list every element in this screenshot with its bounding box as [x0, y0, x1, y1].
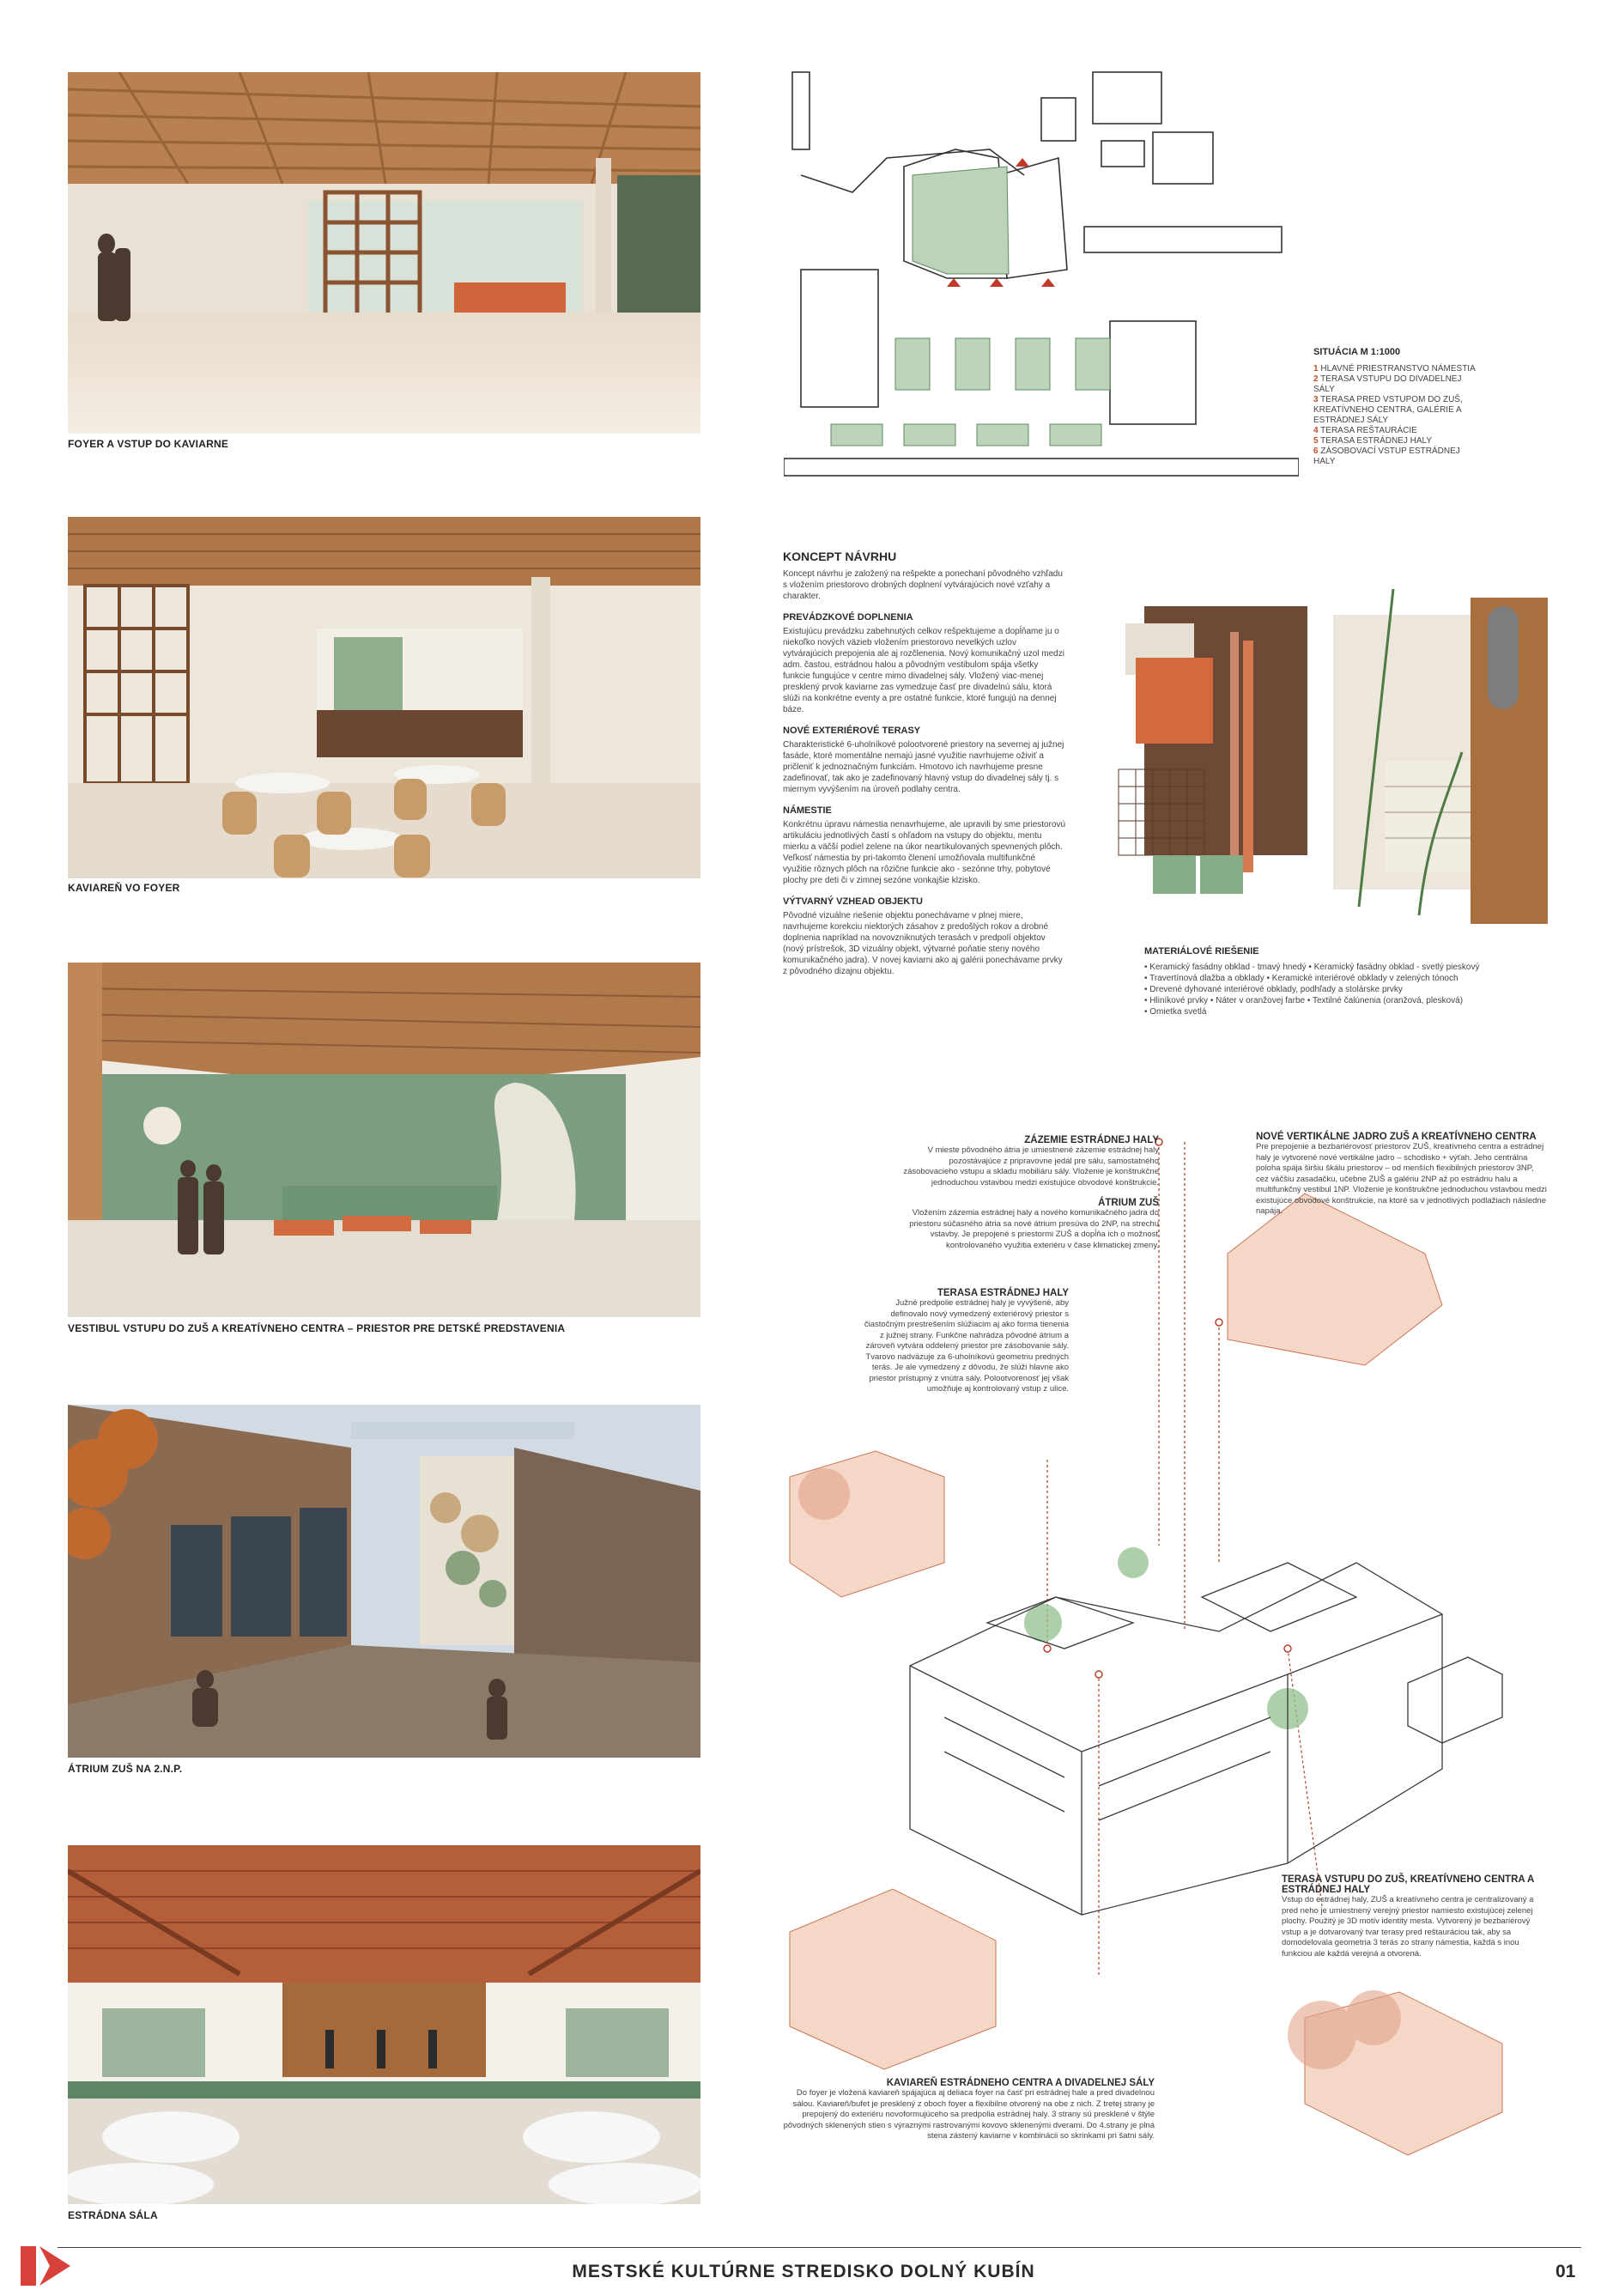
concept-intro: Koncept návrhu je založený na rešpekte a ponechaní pôvodného vzhľadu s vložením priestorovo drobných doplnení vytvárajúcich nové vzťahy a charakter. — [783, 569, 1063, 601]
legend-item: 5 TERASA ESTRÁDNEJ HALY — [1313, 436, 1433, 446]
legend-item: 4 TERASA REŠTAURÁCIE — [1313, 426, 1417, 435]
concept-section-title: VÝTVARNÝ VZHEAD OBJEKTU — [783, 896, 923, 907]
callout-atrium: ÁTRIUM ZUŠ Vložením zázemia estrádnej haly a nového komunikačného jadra do priestoru súčasného átria sa nové átrium presúva do 2NP, na strechu vstavby. Je prepojené s priestormi ZUŠ a dopĺňa ich o možnosť kontrolovaného využitia exteriéru v čase klimatickej zmeny. — [909, 1198, 1159, 1250]
axonometric-diagram — [773, 1116, 1545, 2198]
callout-zazemie: ZÁZEMIE ESTRÁDNEJ HALY V mieste pôvodného átria je umiestnené zázemie estrádnej haly pozostávajúce z pripravovne jedál pre sálu, samostatného zásobovacieho vstupu a skladu mobiliáru sály. Vloženie je konštrukčne jednoduchou vstavbou medzi existujúce obvodové konštrukcie. — [903, 1135, 1159, 1187]
concept-section-text: Charakteristické 6-uholníkové polootvorené priestory na severnej aj južnej fasáde, ktoré momentálne nemajú jasné využitie navrhujeme oživiť a pričleniť k jednoznačným funkciám. Hmotovo ich navrhujeme presne zadefinovať, tak ako je zadefinovaný hlavný vstup do divadelnej sály tj. s miernym vyvýšením na úroveň podlahy centra. — [783, 740, 1064, 794]
material-moodboard — [1101, 580, 1548, 932]
caption-foyer: FOYER A VSTUP DO KAVIARNE — [68, 438, 229, 450]
concept-section-title: NOVÉ EXTERIÉROVÉ TERASY — [783, 726, 921, 736]
concept-section-title: NÁMESTIE — [783, 805, 832, 816]
situation-plan — [784, 64, 1299, 484]
concept-section — [783, 550, 1066, 977]
page-number: 01 — [1555, 2262, 1576, 2281]
render-cafe — [68, 517, 700, 878]
concept-section-text: Konkrétnu úpravu námestia nenavrhujeme, ale upravili by sme priestorovú artikuláciu jednotlivých častí s ohľadom na vstupy do objektu, mentu mierku a väčší podiel zelene na úkor neartikulovaných spevnených plôch. Veľkosť námestia by pri-takomto členení umožňovala multifunkčné využitie rôznych plôch na rôzične funkcie ako - sezónne trhy, pobytové plochy pre deti či v zimnej sezóne vonkajšie klzisko. — [783, 820, 1066, 885]
render-vestibule — [68, 963, 700, 1317]
concept-section-text: Pôvodné vizuálne riešenie objektu ponechávame v plnej miere, navrhujeme korekciu niektorých zásahov z predošlých rokov a drobné doplnenia napríklad na novovzniknutých terasách v predpolí objektov (nový prístrešok, 3D vizuálny objekt, výtvarné poňatie steny nového komunikačného jadra). V novej kaviarni ako aj galérii ponechávame prvky z pôvodného dizajnu objektu. — [783, 911, 1063, 976]
callout-terasa-vstupu: TERASA VSTUPU DO ZUŠ, KREATÍVNEHO CENTRA A ESTRÁDNEJ HALY Vstup do estrádnej haly, ZUŠ a kreatívneho centra je centralizovaný a pred neho je umiestnený verejný priestor namiesto existujúcej zelenej plochy. Použitý je 3D motív identity mesta. Vytvorený je bezbariérový vstup a je dotvarovaný tvar terasy pred reštauráciou tak, aby sa domodelovala geometria 3 terás zo strany námestia, každá s inou funkciou ale každá verejná a otvorená. — [1282, 1874, 1534, 1959]
materials-section — [1144, 946, 1591, 1017]
materials-line: • Travertínová dlažba a obklady • Keramické interiérové obklady v zelených tónoch — [1144, 974, 1458, 983]
caption-atrium: ÁTRIUM ZUŠ NA 2.N.P. — [68, 1763, 183, 1775]
situation-title: SITUÁCIA M 1:1000 — [1313, 347, 1401, 357]
caption-cafe: KAVIAREŇ VO FOYER — [68, 882, 180, 894]
materials-line: • Keramický fasádny obklad - tmavý hnedý • Keramický fasádny obklad - svetlý pieskový — [1144, 963, 1480, 972]
render-hall — [68, 1845, 700, 2204]
concept-title: KONCEPT NÁVRHU — [783, 550, 897, 563]
render-atrium — [68, 1405, 700, 1758]
callout-kaviaren: KAVIAREŇ ESTRÁDNEHO CENTRA A DIVADELNEJ SÁLY Do foyer je vložená kaviareň spájajúca aj deliaca foyer na časť pri estrádnej hale a pred divadelnou sálou. Kaviareň/bufet je presklený z oboch foyer a flexibilne otvorený na obe z nich. Z tretej strany je prepojený do exteriéru novoformujúceho sa predpolia estrádnej haly. 3 strany sú presklené v štýle pôvodných sklenených stien s výraznými rastrovanými kovovo sklenenými dverami. Do 4.strany je plná stena zástený kaviarne v kombinácii so skrinkami pri šatni sály. — [783, 2078, 1155, 2141]
legend-item: 1 HLAVNÉ PRIESTRANSTVO NÁMESTIA — [1313, 364, 1476, 374]
legend-item: 3 TERASA PRED VSTUPOM DO ZUŠ, KREATÍVNEHO CENTRA, GALÉRIE A ESTRÁDNEJ SÁLY — [1313, 395, 1463, 425]
materials-line: • Drevené dyhované interiérové obklady, podhľady a stolárske prvky — [1144, 985, 1403, 994]
render-foyer — [68, 72, 700, 434]
materials-title: MATERIÁLOVÉ RIEŠENIE — [1144, 946, 1259, 957]
materials-line: • Hliníkové prvky • Náter v oranžovej farbe • Textilné čalúnenia (oranžová, plesková) — [1144, 996, 1464, 1005]
callout-terasa-haly: TERASA ESTRÁDNEJ HALY Južné predpolie estrádnej haly je vyvýšené, aby definovalo nový vymedzený exteriérový priestor s čiastočným prestrešením slúžiacim aj ako forma tienenia z južnej strany. Funkčne nahrádza pôvodné átrium a zároveň vytvára oddelený priestor pre zásobovanie sály. Tvarovo nadväzuje za 6-uholníkovú geometriu predných terás. Je ale vymedzený z dôvodu, že slúži hlavne ako priestor prístupný z vnútra sály. Polootvorenosť jej však umožňuje aj kontrolovaný vstup z ulice. — [864, 1288, 1069, 1394]
caption-hall: ESTRÁDNA SÁLA — [68, 2209, 158, 2221]
legend-item: 6 ZÁSOBOVACÍ VSTUP ESTRÁDNEJ HALY — [1313, 446, 1460, 466]
footer-rule — [58, 2247, 1581, 2248]
situation-legend — [1313, 347, 1477, 467]
callout-jadro: NOVÉ VERTIKÁLNE JADRO ZUŠ A KREATÍVNEHO CENTRA Pre prepojenie a bezbariérovosť priestorov ZUŠ, kreatívneho centra a estrádnej haly je vytvorené nové vertikálne jadro – schodisko + výťah. Jeho centrálna poloha spája širšiu škálu priestorov – od menších flexibilných priestorov 3NP, cez väčšiu zasadačku, učebne ZUŠ a galériu 2NP až po estrádnu halu a multifunkčný vestibul 1NP. Vloženie je konštrukčne jednoduchou vstavbou medzi existujúce obvodové konštrukcie, na ktoré sa v jednotlivých podlažiach následne napája. — [1256, 1132, 1547, 1216]
caption-vestibule: VESTIBUL VSTUPU DO ZUŠ A KREATÍVNEHO CENTRA – PRIESTOR PRE DETSKÉ PREDSTAVENIA — [68, 1322, 566, 1334]
legend-item: 2 TERASA VSTUPU DO DIVADELNEJ SÁLY — [1313, 374, 1462, 394]
concept-section-text: Existujúcu prevádzku zabehnutých celkov rešpektujeme a dopĺňame ju o niekoľko nových väzieb vložením priestorovo nevelkých uzlov vytvárajúcich prepojenia ale aj rozčlenenia. Nový komunikačný uzol medzi adm. častou, estrádnou halou a pôvodným vestibulom spája všetky funkcie fungujúce v centre mimo divadelnej sály. Vložený viac-menej presklený prvok kaviarne zas vymedzuje časť pre divadelnú sálu, ktorá slúži na konkrétne eventy a pre ostatné funkcie, ktoré fungujú na dennej báze. — [783, 627, 1064, 714]
concept-section-title: PREVÁDZKOVÉ DOPLNENIA — [783, 612, 913, 623]
footer-title: MESTSKÉ KULTÚRNE STREDISKO DOLNÝ KUBÍN — [572, 2262, 1035, 2281]
materials-line: • Omietka svetlá — [1144, 1007, 1207, 1017]
